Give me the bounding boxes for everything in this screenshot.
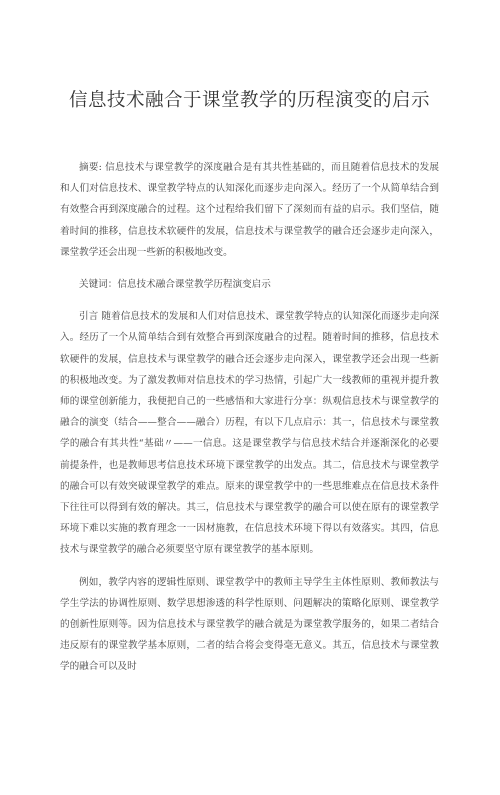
keywords-line: 关键词：信息技术融合课堂教学历程演变启示 [79, 279, 271, 291]
abstract-paragraph: 摘要: 信息技术与课堂教学的深度融合是有其共性基础的，而且随着信息技术的发展和人们对信息技术、课堂教学特点的认知深化而逐步走向深入。经历了一个从简单结合到有效整合再到深度融合的过程。这个过程给我们留下了深刻而有益的启示。我们坚信，随着时间的推移，信息技术软硬件的发展，信息技术与课堂教学的融合还会逐步走向深入，课堂教学还会出现一些新的积极地改变。 [60, 162, 439, 258]
introduction-paragraph: 引言 随着信息技术的发展和人们对信息技术、课堂教学特点的认知深化而逐步走向深入。经历了一个从简单结合到有效整合再到深度融合的过程。随着时间的推移，信息技术软硬件的发展，信息技术与课堂教学的融合还会逐步走向深入，课堂教学还会出现一些新的积极地改变。为了激发教师对信息技术的学习热情，引起广大一线教师的重视并提升教师的课堂创新能力，我便把自己的一些感悟和大家进行分享：纵观信息技术与课堂教学的融合的演变（结合——整合——融合）历程，有以下几点启示：其一，信息技术与课堂教学的融合有其共性“基础〃——一信息。这是课堂教学与信息技术结合并逐渐深化的必要前提条件，也是教师思考信息技术环境下课堂教学的出发点。其二，信息技术与课堂教学的融合可以有效突破课堂教学的难点。原来的课堂教学中的一些思维难点在信息技术条件下往往可以得到有效的解决。其三，信息技术与课堂教学的融合可以使在原有的课堂教学环境下难以实施的教育理念一一因材施教，在信息技术环境下得以有效落实。其四，信息技术与课堂教学的融合必须要坚守原有课堂教学的基本原则。 [60, 311, 439, 556]
example-paragraph: 例如，教学内容的逻辑性原则、课堂教学中的教师主导学生主体性原则、教师教法与学生学法的协调性原则、数学思想渗透的科学性原则、问题解决的策略化原则、课堂教学的创新性原则等。因为信息技术与课堂教学的融合就是为课堂教学服务的，如果二者结合违反原有的课堂教学基本原则，二者的结合将会变得毫无意义。其五，信息技术与课堂教学的融合可以及时 [60, 576, 439, 673]
document-page [0, 88, 500, 795]
document-title: 信息技术融合于课堂教学的历程演变的启示 [68, 90, 430, 111]
